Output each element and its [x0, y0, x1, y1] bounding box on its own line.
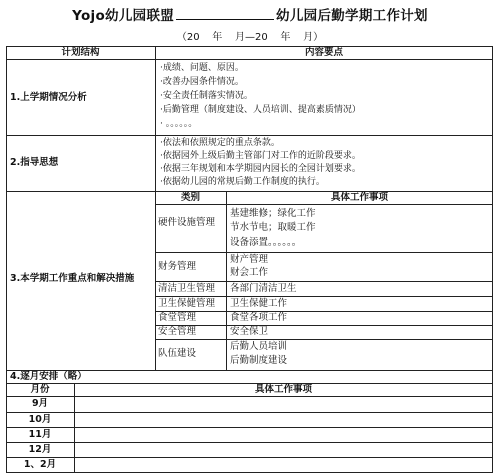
month-cell: 12月 [28, 444, 52, 455]
section1-item: · 。。。。。。 [160, 119, 198, 129]
date-range-line: （20 年 月—20 年 月） [176, 32, 324, 43]
section1-item: ·安全责任制落实情况。 [160, 91, 253, 101]
category-cell: 卫生保健管理 [158, 298, 216, 309]
section3-col-tasks: 具体工作事项 [330, 192, 388, 203]
section1-item: ·成绩、问题、原因。 [160, 63, 244, 73]
row-divider [6, 412, 493, 413]
task-cell: 财会工作 [230, 267, 269, 278]
title-blank-line [176, 7, 274, 20]
row-divider [6, 427, 493, 428]
task-cell: 卫生保健工作 [230, 298, 288, 309]
task-cell: 食堂各项工作 [230, 312, 288, 323]
section3-label: 3.本学期工作重点和解决措施 [10, 273, 135, 284]
task-cell: 安全保卫 [230, 326, 269, 337]
month-cell: 1、2月 [23, 459, 57, 470]
section2-item: ·依法和依照规定的重点条款。 [160, 138, 280, 148]
category-cell: 队伍建设 [158, 348, 197, 359]
month-cell: 10月 [28, 414, 52, 425]
task-cell: 节水节电；取暖工作 [230, 222, 316, 233]
task-cell: 各部门清洁卫生 [230, 283, 297, 294]
section2-item: ·依据幼儿园的常规后勤工作制度的执行。 [160, 177, 325, 187]
row-divider [6, 135, 493, 136]
col-divider [74, 383, 75, 473]
task-cell: 设备添置。。。。。。 [230, 237, 302, 248]
section4-label: 4.逐月安排（略） [10, 371, 87, 382]
row-divider [6, 59, 493, 60]
row-divider [6, 457, 493, 458]
category-cell: 清洁卫生管理 [158, 283, 216, 294]
task-cell: 基建维修；绿化工作 [230, 208, 316, 219]
col-divider [226, 191, 227, 370]
title-left: Yojo幼儿园联盟 [72, 8, 175, 24]
row-divider [155, 311, 493, 312]
section2-label: 2.指导思想 [10, 157, 59, 168]
title-right: 幼儿园后勤学期工作计划 [276, 8, 428, 24]
task-cell: 后勤人员培训 [230, 341, 288, 352]
section1-item: ·改善办园条件情况。 [160, 77, 244, 87]
category-cell: 硬件设施管理 [158, 217, 216, 228]
row-divider [155, 339, 493, 340]
section1-label: 1.上学期情况分析 [10, 92, 87, 103]
header-points: 内容要点 [304, 47, 343, 58]
row-divider [155, 252, 493, 253]
category-cell: 食堂管理 [158, 312, 197, 323]
section2-item: ·依据三年规划和本学期园内园长的全园计划要求。 [160, 164, 361, 174]
row-divider [155, 281, 493, 282]
header-structure: 计划结构 [61, 47, 100, 58]
row-divider [6, 442, 493, 443]
month-cell: 9月 [31, 398, 49, 409]
page-title [0, 4, 500, 24]
row-divider [155, 296, 493, 297]
row-divider [155, 325, 493, 326]
section4-col-tasks: 具体工作事项 [254, 384, 312, 395]
row-divider [155, 204, 493, 205]
section4-col-month: 月份 [30, 384, 50, 395]
section2-item: ·依据园外上级后勤主管部门对工作的近阶段要求。 [160, 151, 361, 161]
category-cell: 安全管理 [158, 326, 197, 337]
task-cell: 财产管理 [230, 254, 269, 265]
section3-col-category: 类别 [180, 192, 200, 203]
row-divider [6, 396, 493, 397]
task-cell: 后勤制度建设 [230, 355, 288, 366]
col-divider [155, 46, 156, 370]
section1-item: ·后勤管理（制度建设、人员培训、提高素质情况） [160, 105, 361, 115]
category-cell: 财务管理 [158, 261, 197, 272]
month-cell: 11月 [28, 429, 52, 440]
